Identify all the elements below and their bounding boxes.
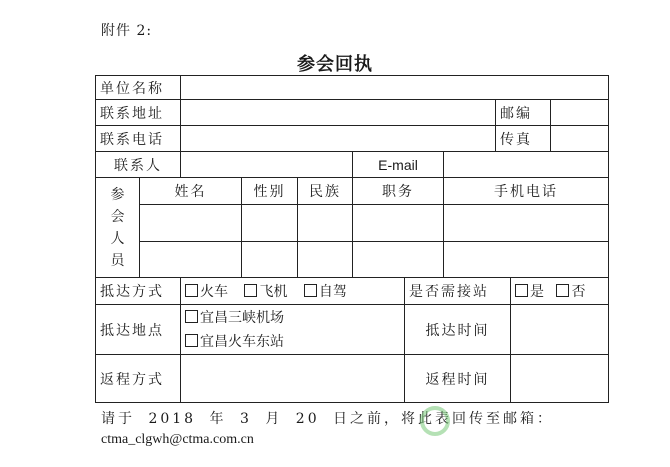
- attendee-position-cell[interactable]: [353, 242, 444, 278]
- pickup-no-option[interactable]: [556, 284, 585, 300]
- fax-label: 传真: [496, 126, 551, 152]
- arrival-method-label: 抵达方式: [96, 278, 181, 305]
- arrival-time-field[interactable]: [511, 305, 609, 355]
- attendee-row: [96, 205, 609, 242]
- attendee-row: [96, 242, 609, 278]
- header-name: 姓名: [140, 178, 242, 205]
- reply-form-table: [95, 75, 609, 403]
- row-return: [96, 355, 609, 403]
- attachment-label: 附件 2:: [101, 23, 153, 39]
- contact-field[interactable]: [181, 152, 353, 178]
- attendee-gender-cell[interactable]: [242, 205, 298, 242]
- loading-ring-icon: [420, 406, 450, 436]
- postcode-field[interactable]: [551, 100, 609, 126]
- checkbox-icon[interactable]: [185, 284, 198, 297]
- row-address: [96, 100, 609, 126]
- attendee-mobile-cell[interactable]: [444, 242, 609, 278]
- return-time-label: 返程时间: [405, 355, 511, 403]
- station-label: 宜昌火车东站: [200, 333, 284, 350]
- unit-name-label: 单位名称: [96, 76, 181, 100]
- arrival-method-options: [181, 278, 405, 305]
- header-gender: 性别: [242, 178, 298, 205]
- checkbox-icon[interactable]: [304, 284, 317, 297]
- plane-option[interactable]: [244, 284, 287, 300]
- side-char: 人: [110, 230, 125, 247]
- drive-label: 自驾: [318, 284, 347, 300]
- pickup-yes-option[interactable]: [515, 284, 544, 300]
- train-option[interactable]: [185, 284, 228, 300]
- pickup-yes-label: 是: [530, 284, 544, 300]
- pickup-options: [511, 278, 609, 305]
- email-field[interactable]: [444, 152, 609, 178]
- phone-field[interactable]: [181, 126, 496, 152]
- return-method-field[interactable]: [181, 355, 405, 403]
- attendee-position-cell[interactable]: [353, 205, 444, 242]
- checkbox-icon[interactable]: [185, 334, 198, 347]
- side-char: 会: [110, 208, 125, 225]
- airport-label: 宜昌三峡机场: [200, 309, 284, 326]
- side-char: 参: [110, 186, 125, 203]
- row-contact: [96, 152, 609, 178]
- station-option[interactable]: [185, 330, 400, 354]
- attendee-ethnicity-cell[interactable]: [298, 205, 353, 242]
- row-arrival-place: [96, 305, 609, 355]
- pickup-no-label: 否: [571, 284, 586, 300]
- arrival-place-options: [181, 305, 405, 355]
- airport-option[interactable]: [185, 306, 400, 330]
- arrival-time-label: 抵达时间: [405, 305, 511, 355]
- checkbox-icon[interactable]: [244, 284, 257, 297]
- contact-label: 联系人: [96, 152, 181, 178]
- address-label: 联系地址: [96, 100, 181, 126]
- header-position: 职务: [353, 178, 444, 205]
- postcode-label: 邮编: [496, 100, 551, 126]
- fax-field[interactable]: [551, 126, 609, 152]
- header-ethnicity: 民族: [298, 178, 353, 205]
- plane-label: 飞机: [259, 284, 288, 300]
- pickup-label: 是否需接站: [405, 278, 511, 305]
- row-phone: [96, 126, 609, 152]
- checkbox-icon[interactable]: [556, 284, 569, 297]
- attendees-side-label: [96, 178, 140, 278]
- checkbox-icon[interactable]: [515, 284, 528, 297]
- attendee-name-cell[interactable]: [140, 205, 242, 242]
- arrival-place-label: 抵达地点: [96, 305, 181, 355]
- email-label: E-mail: [353, 152, 444, 178]
- attendee-header-row: [96, 178, 609, 205]
- row-unit-name: [96, 76, 609, 100]
- form-title: 参会回执: [297, 54, 373, 75]
- train-label: 火车: [200, 284, 228, 300]
- drive-option[interactable]: [304, 284, 347, 300]
- attendee-name-cell[interactable]: [140, 242, 242, 278]
- attendee-mobile-cell[interactable]: [444, 205, 609, 242]
- header-mobile: 手机电话: [444, 178, 609, 205]
- return-time-field[interactable]: [511, 355, 609, 403]
- return-method-label: 返程方式: [96, 355, 181, 403]
- reply-email[interactable]: ctma_clgwh@ctma.com.cn: [101, 432, 254, 447]
- deadline-note: 请于 2018 年 3 月 20 日之前，将此表回传至邮箱：: [101, 411, 555, 427]
- checkbox-icon[interactable]: [185, 310, 198, 323]
- attendee-ethnicity-cell[interactable]: [298, 242, 353, 278]
- phone-label: 联系电话: [96, 126, 181, 152]
- address-field[interactable]: [181, 100, 496, 126]
- unit-name-field[interactable]: [181, 76, 609, 100]
- side-char: 员: [110, 252, 125, 269]
- attendee-gender-cell[interactable]: [242, 242, 298, 278]
- row-arrival-method: [96, 278, 609, 305]
